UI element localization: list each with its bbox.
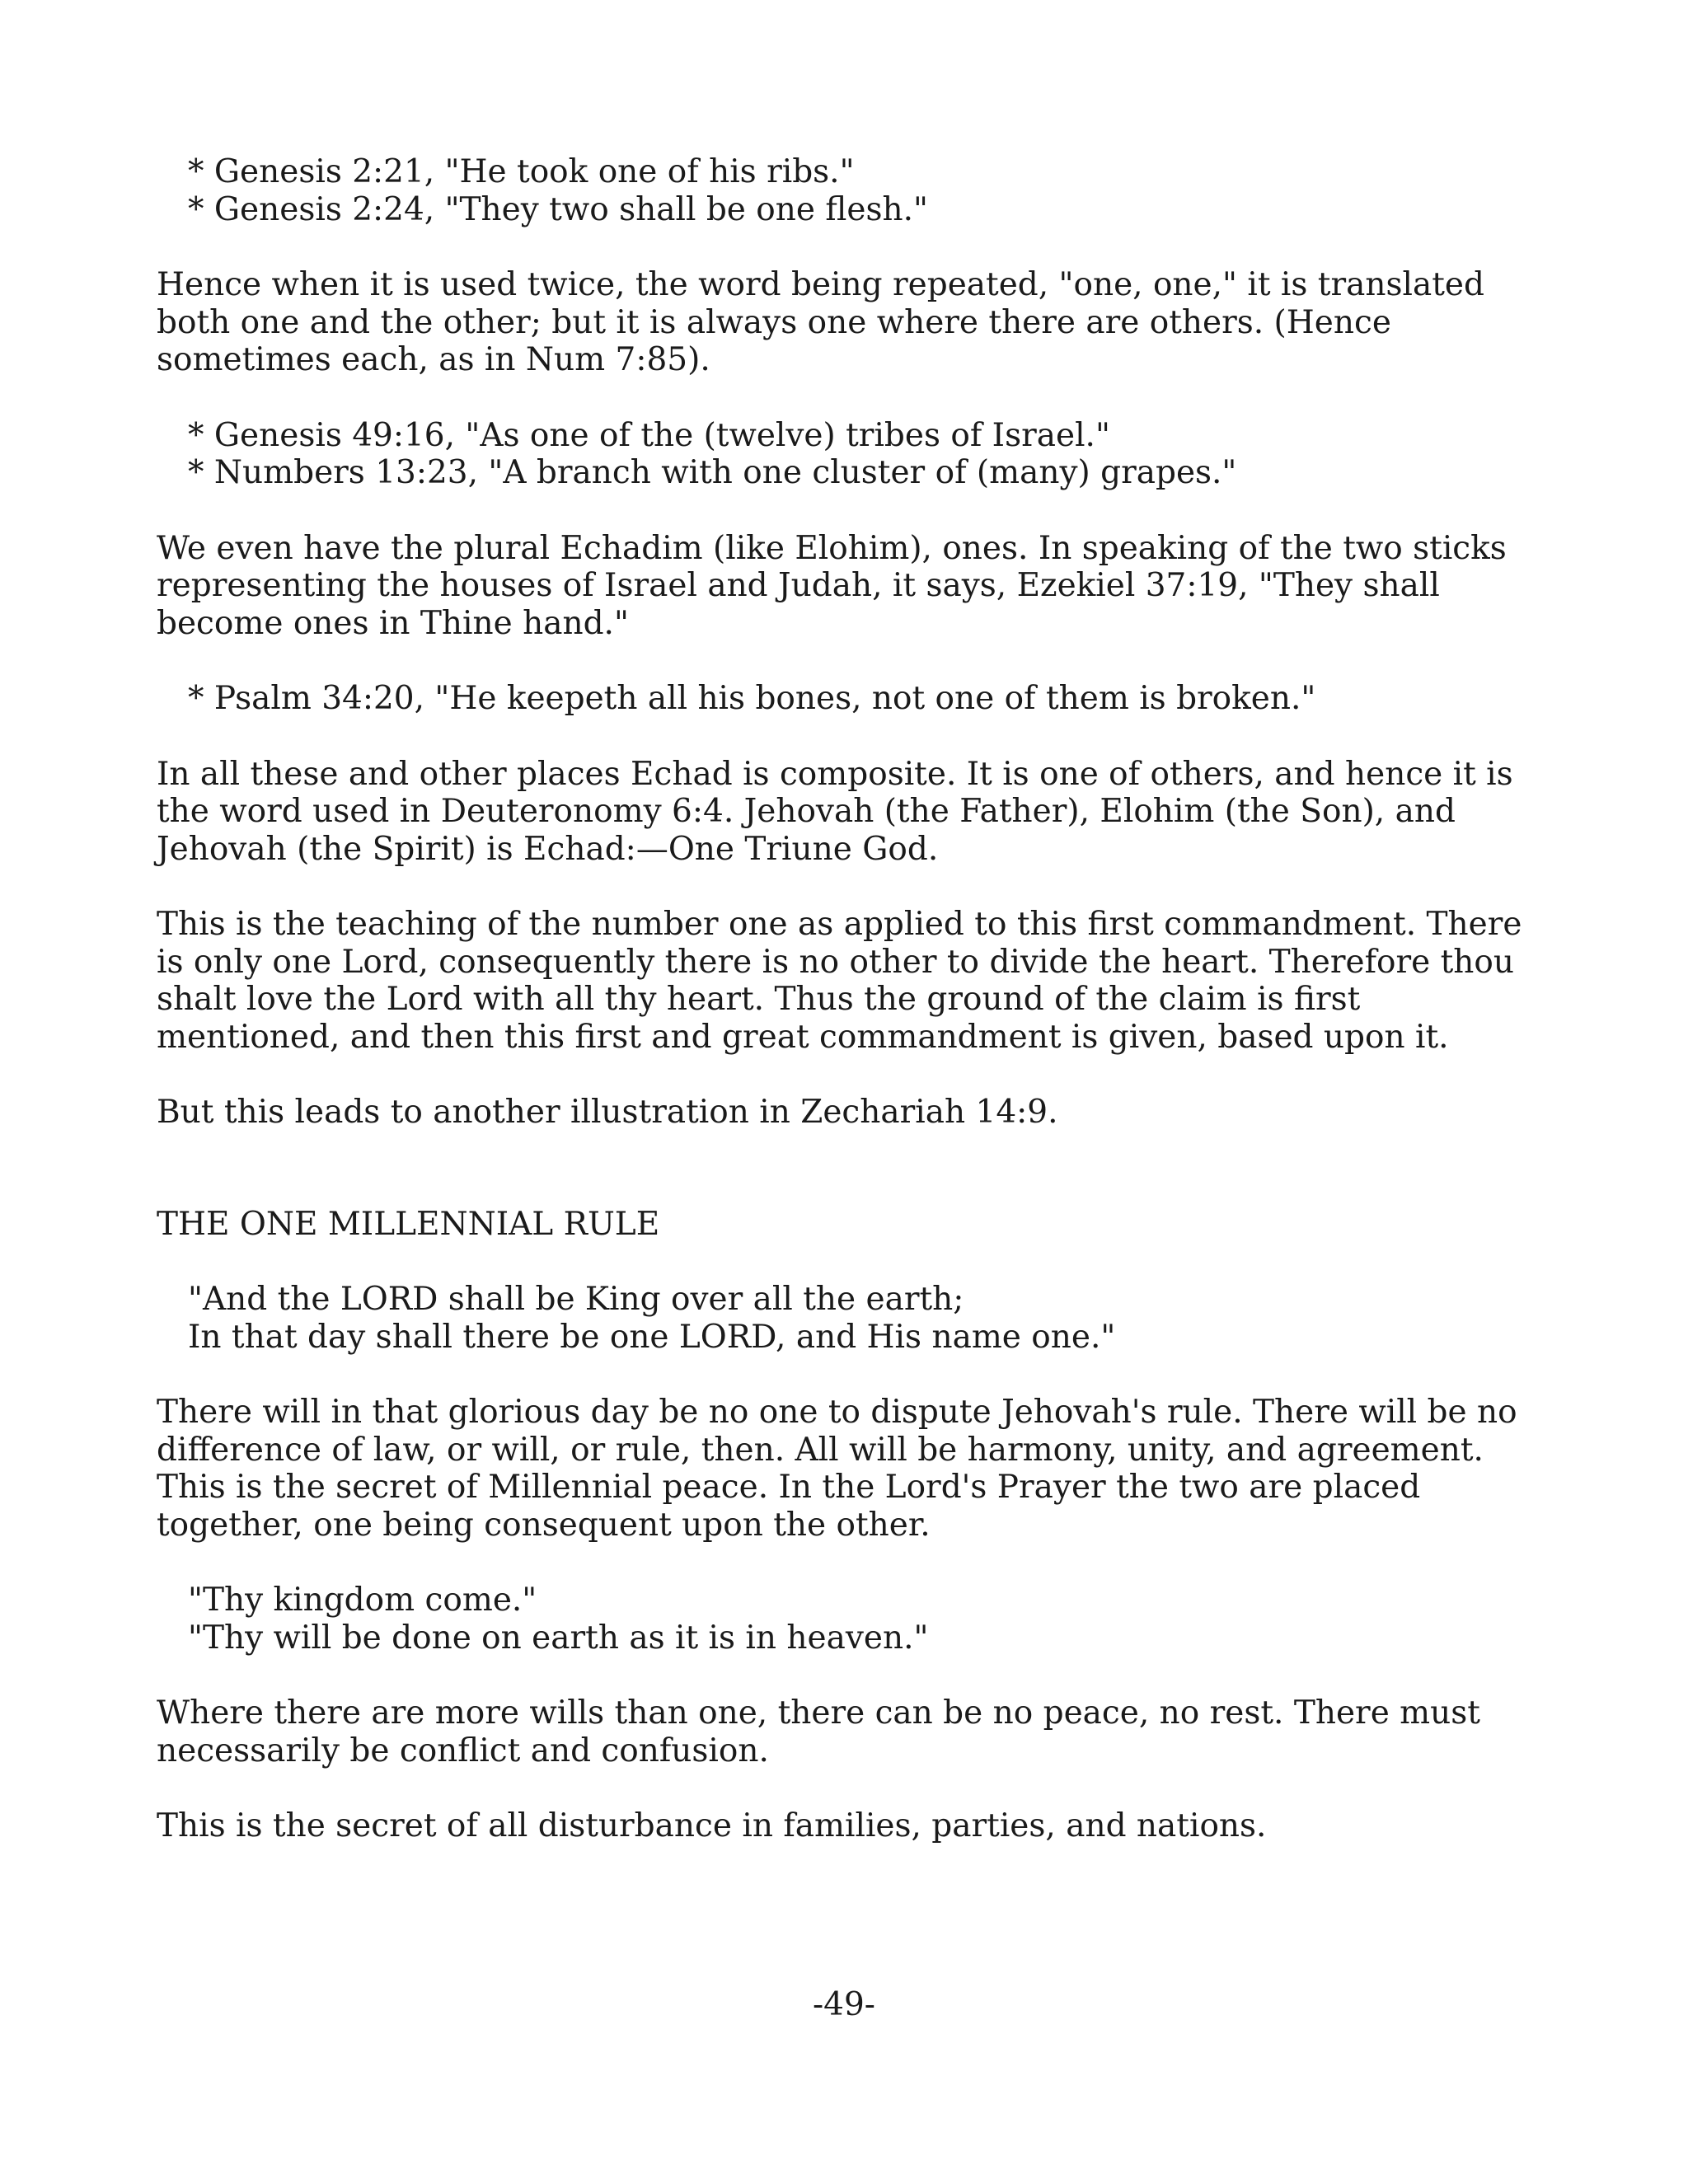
- quotation: [157, 1281, 1541, 1356]
- paragraph: This is the secret of all disturbance in families, parties, and nations.: [157, 1807, 1267, 1844]
- quotation-line: "Thy kingdom come.": [188, 1582, 537, 1619]
- scripture-list: [157, 680, 1541, 718]
- section-heading: THE ONE MILLENNIAL RULE: [157, 1205, 660, 1243]
- paragraph: Hence when it is used twice, the word being repeated, "one, one," it is translated both one and the other; but it is always one where there are others. (Hence sometimes each, as in Num 7:85).: [157, 266, 1484, 378]
- paragraph: This is the teaching of the number one as applied to this first commandment. There is only one Lord, consequently there is no other to divide the heart. Therefore thou shalt love the Lord with all thy heart. Thus the ground of the claim is first mentioned, and then this first and great commandment is given, based upon it.: [157, 906, 1522, 1056]
- scripture-line: * Genesis 2:24, "They two shall be one flesh.": [188, 190, 928, 228]
- paragraph: We even have the plural Echadim (like Elohim), ones. In speaking of the two sticks representing the houses of Israel and Judah, it says, Ezekiel 37:19, "They shall become ones in Thine hand.": [157, 529, 1507, 642]
- scripture-list: [157, 153, 1541, 228]
- quotation-line: In that day shall there be one LORD, and His name one.": [188, 1318, 1116, 1356]
- scripture-list: [157, 417, 1541, 492]
- scripture-line: * Genesis 2:21, "He took one of his ribs.": [188, 153, 855, 190]
- scripture-line: * Numbers 13:23, "A branch with one cluster of (many) grapes.": [188, 454, 1237, 491]
- paragraph: There will in that glorious day be no one to dispute Jehovah's rule. There will be no difference of law, or will, or rule, then. All will be harmony, unity, and agreement. This is the secret of Millennial peace. In the Lord's Prayer the two are placed together, one being consequent upon the other.: [157, 1394, 1517, 1544]
- quotation-line: "And the LORD shall be King over all the earth;: [188, 1281, 964, 1318]
- paragraph: But this leads to another illustration in Zechariah 14:9.: [157, 1094, 1058, 1131]
- quotation-line: "Thy will be done on earth as it is in heaven.": [188, 1619, 929, 1657]
- scripture-line: * Genesis 49:16, "As one of the (twelve) tribes of Israel.": [188, 416, 1110, 454]
- scripture-line: * Psalm 34:20, "He keepeth all his bones, not one of them is broken.": [188, 680, 1316, 717]
- paragraph: Where there are more wills than one, there can be no peace, no rest. There must necessarily be conflict and confusion.: [157, 1694, 1480, 1769]
- page-number: -49-: [813, 1986, 875, 2023]
- document-page: [157, 153, 1541, 1883]
- paragraph: In all these and other places Echad is composite. It is one of others, and hence it is the word used in Deuteronomy 6:4. Jehovah (the Father), Elohim (the Son), and Jehovah (the Spirit) is Echad:—One Triune God.: [157, 755, 1513, 868]
- quotation: [157, 1582, 1541, 1657]
